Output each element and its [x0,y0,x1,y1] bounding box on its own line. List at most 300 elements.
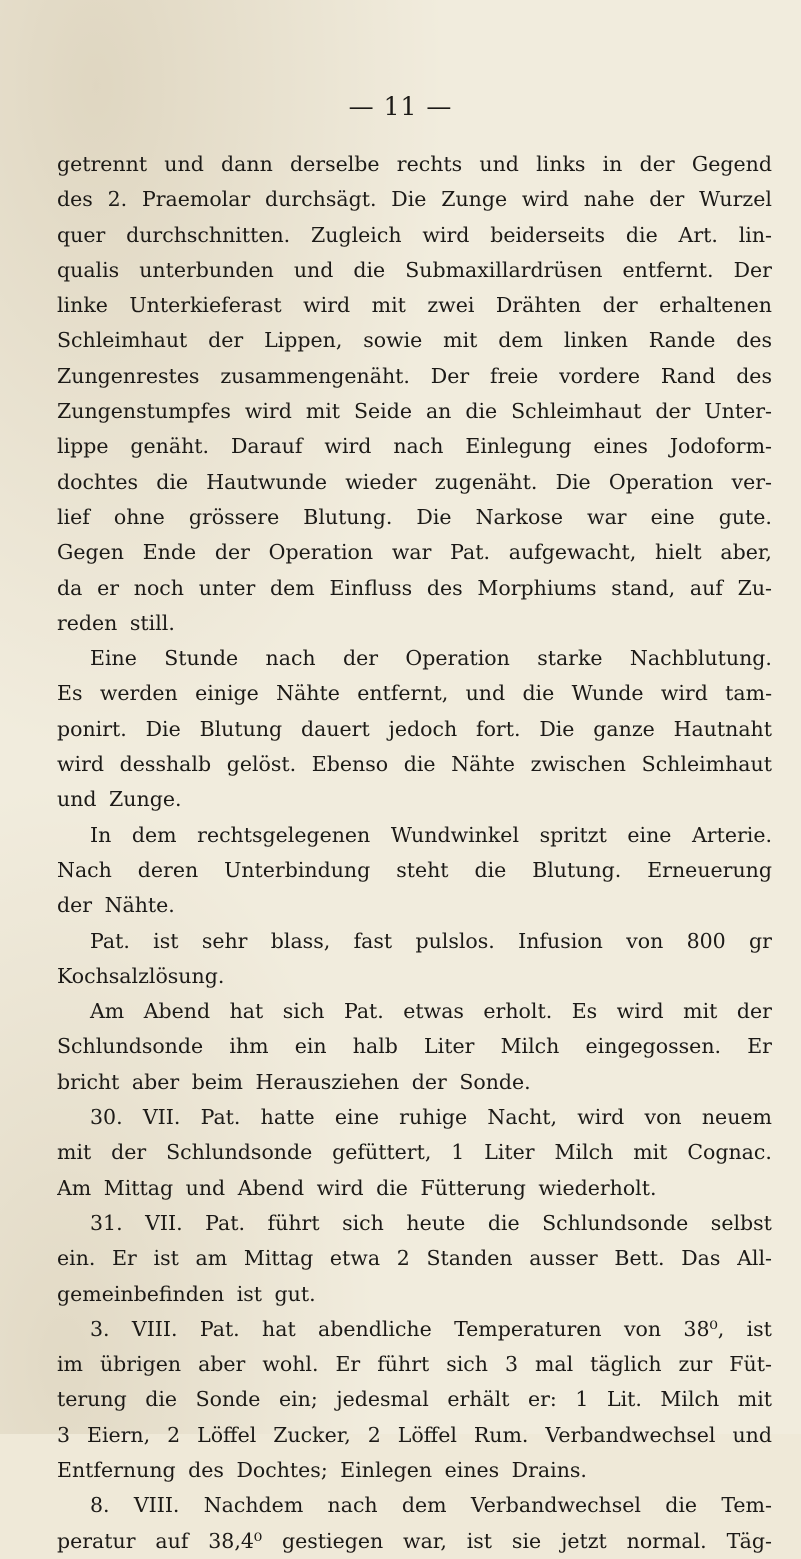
word: nach [393,434,444,459]
word: Täg- [726,1528,772,1553]
word: wieder [345,469,417,494]
word: Er [335,1352,361,1377]
word: Abend [143,999,211,1024]
word: stand, [611,575,676,600]
text-line [57,1135,772,1170]
word: Es [571,999,598,1024]
word: Die [555,469,591,494]
word: in [602,152,623,176]
word: VIII. [131,1316,178,1341]
text-line [57,924,772,959]
word: Blutung. [532,857,622,882]
word: lippe [57,434,109,459]
word: wird [577,1105,625,1130]
word: ausser [529,1246,598,1271]
word: war, [403,1528,447,1553]
text-line [57,394,772,429]
word: der [639,152,675,176]
word: war [587,504,627,529]
word: Rande [648,328,716,353]
word: ruhige [399,1105,468,1130]
word: steht [396,857,449,882]
word: VII. [142,1105,181,1130]
word: eines [593,434,648,459]
word: aber [198,1352,246,1377]
word: Der [430,363,470,388]
word: 800 [686,928,726,953]
word: ganze [593,716,655,741]
word: auf [689,575,723,600]
word: Nachdem [203,1493,304,1518]
word: unterbunden [139,257,274,282]
word: 2 [367,1422,381,1447]
word: lief [57,504,90,529]
word: Verbandwechsel [545,1422,716,1447]
word: ein [294,1034,327,1059]
text-line [57,1100,772,1135]
word: mal [534,1352,574,1377]
word: Schlundsonde [166,1140,313,1165]
word: führt [377,1352,430,1377]
word: Operation [268,540,374,565]
word: Wurzel [699,187,772,212]
text-line [57,218,772,253]
text-line [57,1347,772,1382]
word: durchsägt. [265,187,377,212]
text-line [57,712,772,747]
word: getrennt [57,152,148,176]
word: mit [737,1387,772,1412]
word: eine [650,504,695,529]
word: eine [627,822,672,847]
word: wird [521,187,569,212]
word: erholt. [483,999,553,1024]
word: halb [352,1034,398,1059]
word: Ende [142,540,197,565]
word: Eine [90,646,137,671]
text-line [57,323,772,358]
word: beiderseits [490,222,606,247]
word: Verbandwechsel [470,1493,641,1518]
text-line [57,1418,772,1453]
word: Eiern, [86,1422,151,1447]
word: Drähten [495,293,582,318]
text-line [57,465,772,500]
word: zwischen [530,752,627,777]
word: deren [137,857,199,882]
word: der [602,293,638,318]
text-line [57,359,772,394]
text-line [57,1241,772,1276]
word: Tem- [721,1493,772,1518]
word: die [522,681,555,706]
word: Standen [426,1246,513,1271]
word: Die [145,716,181,741]
word: grössere [188,504,280,529]
text-line [57,429,772,464]
word: 31. [90,1210,123,1235]
word: hatte [260,1105,315,1130]
word: dochtes [57,469,139,494]
word: gefüttert, [332,1140,432,1165]
word: eine [334,1105,379,1130]
word: mit [633,1140,668,1165]
word: zugenäht. [434,469,538,494]
word: Am [90,999,125,1024]
word: nach [265,646,316,671]
word: die [145,1387,178,1412]
word: ver- [731,469,772,494]
word: der [655,399,691,424]
word: unter [198,575,256,600]
word: ist [153,928,179,953]
word: Zu- [737,575,772,600]
word: ein; [278,1387,318,1412]
text-line: Kochsalzlösung. [57,963,225,988]
word: sich [282,999,325,1024]
word: links [536,152,586,176]
word: Wundwinkel [390,822,519,847]
word: Schleimhaut [57,328,188,353]
word: ein. [57,1246,96,1271]
word: Er [112,1246,137,1271]
word: 3. [90,1316,110,1341]
word: ihm [229,1034,269,1059]
word: fast [353,928,393,953]
word: Milch [500,1034,560,1059]
word: Morphiums [477,575,597,600]
word: er: [528,1387,557,1412]
word: derselbe [290,152,380,176]
word: der [208,328,244,353]
word: Unterkieferast [129,293,282,318]
word: VIII. [133,1493,180,1518]
word: Schleimhaut [511,399,642,424]
word: dem [270,575,315,600]
word: In [90,822,112,847]
word: Mittag [243,1246,314,1271]
word: VII. [145,1210,183,1235]
word: mit [371,293,406,318]
word: einige [195,681,259,706]
word: Milch [554,1140,614,1165]
word: Zunge [441,187,508,212]
word: Er [747,1034,772,1059]
word: rechtsgelegenen [197,822,371,847]
word: Liter [484,1140,535,1165]
word: 3 [57,1422,71,1447]
word: jedesmal [336,1387,429,1412]
word: Nach [57,857,112,882]
word: Nachblutung. [629,646,772,671]
word: All- [737,1246,772,1271]
text-line [57,818,772,853]
word: Zungenstumpfes [57,399,231,424]
word: Es [57,681,83,706]
word: genäht. [130,434,210,459]
word: heute [406,1210,466,1235]
word: Der [733,257,772,282]
word: Die [416,504,452,529]
word: Lippen, [264,328,343,353]
word: Milch [660,1387,720,1412]
word: gr [749,928,772,953]
word: Operation [608,469,714,494]
word: lin- [738,222,772,247]
word: nach [327,1493,378,1518]
word: die [474,857,507,882]
word: Löffel [197,1422,257,1447]
word: Schlundsonde [57,1034,204,1059]
word: der [736,999,772,1024]
text-line: Am Mittag und Abend wird die Fütterung wiederholt. [57,1175,657,1200]
word: und [164,152,204,176]
word: Stunde [164,646,239,671]
text-line [57,676,772,711]
text-line: und Zunge. [57,787,182,812]
word: noch [133,575,184,600]
word: 2 [167,1422,181,1447]
word: Einlegung [465,434,572,459]
text-line [57,288,772,323]
word: Art. [678,222,718,247]
text-line: gemeinbefinden ist gut. [57,1281,316,1306]
word: wird [616,999,664,1024]
word: Seide [354,399,412,424]
text-line [57,1312,772,1347]
word: Gegen [57,540,124,565]
word: Gegend [691,152,772,176]
word: Zungenrestes [57,363,200,388]
word: sehr [201,928,248,953]
word: 1 [575,1387,589,1412]
text-line [57,571,772,606]
word: Rum. [473,1422,529,1447]
word: wird [422,222,470,247]
word: Blutung. [303,504,393,529]
word: pulslos. [415,928,495,953]
text-line [57,1382,772,1417]
word: eingegossen. [585,1034,722,1059]
word: quer [57,222,106,247]
word: Sonde [195,1387,261,1412]
word: Rand [660,363,716,388]
word: Praemolar [141,187,251,212]
word: rechts [396,152,463,176]
word: er [97,575,120,600]
word: Pat. [199,1316,240,1341]
word: Pat. [343,999,384,1024]
word: blass, [270,928,331,953]
word: führt [267,1210,320,1235]
word: wird [303,293,351,318]
word: tam- [725,681,772,706]
word: erhaltenen [659,293,772,318]
word: die [487,1210,520,1235]
text-line: bricht aber beim Herausziehen der Sonde. [57,1069,531,1094]
text-line: Entfernung des Dochtes; Einlegen eines Drains. [57,1457,587,1482]
word: Einfluss [329,575,413,600]
text-line [57,1029,772,1064]
word: ist [466,1528,493,1553]
word: durchschnitten. [126,222,291,247]
word: zur [678,1352,713,1377]
text-line [57,853,772,888]
word: die [156,469,189,494]
word: jetzt [561,1528,607,1553]
word: Ebenso [311,752,389,777]
word: hat [229,999,264,1024]
word: erhält [447,1387,510,1412]
text-line [57,253,772,288]
word: werden [99,681,178,706]
word: im [57,1352,83,1377]
word: sie [511,1528,542,1553]
word: Pat. [200,1105,241,1130]
word: entfernt. [622,257,714,282]
word: Die [539,716,575,741]
word: von [644,1105,682,1130]
word: gestiegen [282,1528,384,1553]
word: 2 [396,1246,410,1271]
word: die [625,222,658,247]
word: mit [683,999,718,1024]
word: die [465,399,498,424]
text-line [57,535,772,570]
text-line [57,1488,772,1523]
word: Narkose [475,504,563,529]
word: des [736,328,772,353]
word: da [57,575,83,600]
word: Hautnaht [673,716,772,741]
word: und [479,152,519,176]
word: von [623,1316,662,1341]
word: terung [57,1387,127,1412]
word: Arterie. [692,822,772,847]
word: selbst [710,1210,772,1235]
word: spritzt [539,822,607,847]
word: wird [660,681,708,706]
word: Liter [424,1034,475,1059]
word: zwei [427,293,475,318]
word: 38,4⁰ [208,1528,263,1553]
word: Schleimhaut [641,752,772,777]
word: sowie [363,328,423,353]
word: Nähte [276,681,340,706]
word: täglich [590,1352,662,1377]
word: an [425,399,452,424]
word: etwa [329,1246,381,1271]
word: wird [244,399,292,424]
word: die [403,752,436,777]
word: Das [681,1246,721,1271]
word: peratur [57,1528,136,1553]
word: Jodoform- [669,434,772,459]
text-line [57,747,772,782]
word: wird [324,434,372,459]
word: aber, [720,540,772,565]
word: 38⁰, [683,1316,725,1341]
word: Zugleich [311,222,402,247]
text-line [57,500,772,535]
word: Nacht, [487,1105,558,1130]
word: Löffel [397,1422,457,1447]
word: Unter- [704,399,772,424]
word: gelöst. [226,752,297,777]
word: linken [563,328,628,353]
word: dem [498,328,543,353]
word: Darauf [230,434,303,459]
word: normal. [626,1528,707,1553]
word: Hautwunde [206,469,328,494]
word: fort. [476,716,521,741]
word: Infusion [518,928,603,953]
word: desshalb [119,752,212,777]
word: dem [131,822,177,847]
word: übrigen [99,1352,182,1377]
text-line [57,994,772,1029]
text-line [57,1524,772,1559]
word: der [214,540,250,565]
word: war [391,540,432,565]
word: Blutung [199,716,283,741]
word: Zucker, [273,1422,351,1447]
word: die [353,257,386,282]
word: Lit. [606,1387,642,1412]
word: und [732,1422,772,1447]
word: wohl. [262,1352,319,1377]
word: aufgewacht, [508,540,637,565]
word: und [465,681,506,706]
word: des [57,187,93,212]
word: etwas [403,999,464,1024]
word: hielt [654,540,702,565]
word: des [736,363,772,388]
word: starke [537,646,603,671]
word: Operation [405,646,510,671]
word: abendliche [318,1316,432,1341]
word: ist [746,1316,772,1341]
text-line: der Nähte. [57,893,175,918]
word: nahe [583,187,635,212]
word: Füt- [729,1352,772,1377]
word: Unterbindung [224,857,371,882]
word: Temperaturen [454,1316,602,1341]
word: am [195,1246,228,1271]
word: dann [221,152,273,176]
word: Schlundsonde [542,1210,689,1235]
word: von [626,928,664,953]
word: freie [490,363,539,388]
word: 30. [90,1105,123,1130]
word: dauert [300,716,370,741]
word: der [343,646,379,671]
text-line [57,147,772,182]
word: Wunde [571,681,644,706]
word: qualis [57,257,120,282]
word: Cognac. [687,1140,772,1165]
word: 3 [504,1352,518,1377]
word: 1 [451,1140,465,1165]
word: mit [57,1140,92,1165]
word: hat [262,1316,296,1341]
word: ist [153,1246,179,1271]
word: Submaxillardrüsen [405,257,603,282]
word: Bett. [614,1246,665,1271]
word: Nähte [451,752,515,777]
word: sich [342,1210,384,1235]
word: Pat. [90,928,130,953]
